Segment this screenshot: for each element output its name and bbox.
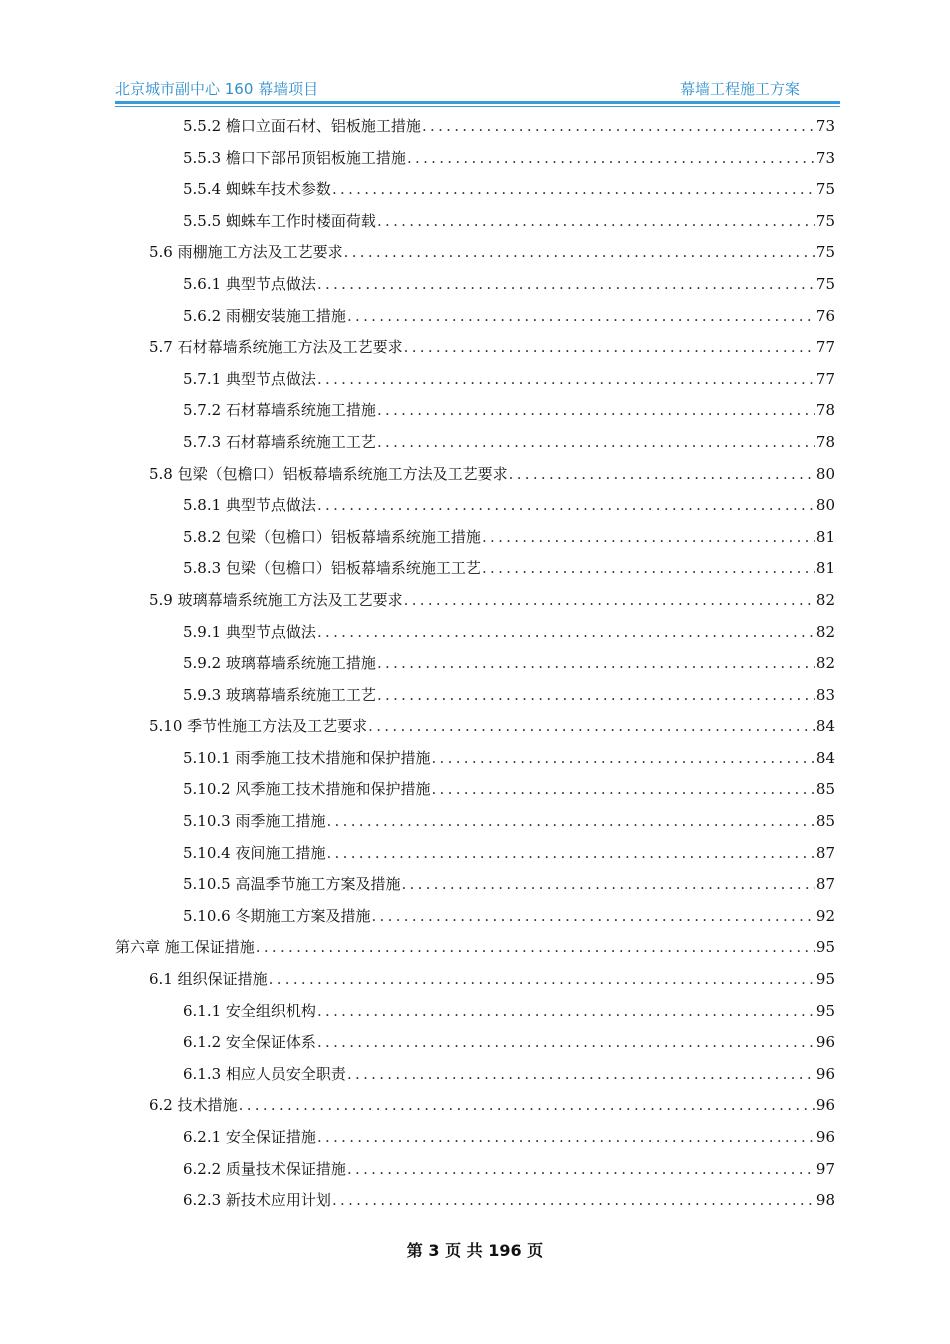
toc-dot-leader <box>371 901 814 933</box>
toc-entry[interactable] <box>0 237 950 269</box>
toc-entry[interactable] <box>0 585 950 617</box>
toc-entry[interactable] <box>0 553 950 585</box>
toc-entry-title: 5.10.2 风季施工技术措施和保护措施 <box>183 780 431 799</box>
toc-dot-leader <box>347 301 815 333</box>
toc-dot-leader <box>332 174 815 206</box>
toc-entry-page-number: 81 <box>815 527 835 546</box>
toc-entry-title: 5.9 玻璃幕墙系统施工方法及工艺要求 <box>149 590 403 609</box>
toc-entry-title: 6.1.1 安全组织机构 <box>183 1001 316 1020</box>
toc-entry-page-number: 73 <box>815 117 835 135</box>
toc-dot-leader <box>344 237 815 269</box>
toc-entry-title: 6.2.1 安全保证措施 <box>183 1128 316 1146</box>
toc-entry[interactable] <box>0 522 950 554</box>
toc-entry-title: 5.9.3 玻璃幕墙系统施工工艺 <box>183 685 376 704</box>
toc-entry-page-number: 96 <box>815 1128 835 1146</box>
toc-entry-title: 5.10.4 夜间施工措施 <box>183 843 326 862</box>
toc-entry-title: 5.10.1 雨季施工技术措施和保护措施 <box>183 748 431 767</box>
toc-entry-page-number: 82 <box>815 654 835 673</box>
toc-dot-leader <box>326 806 814 838</box>
toc-entry-page-number: 77 <box>815 369 835 388</box>
toc-entry-title: 6.2.2 质量技术保证措施 <box>183 1159 346 1178</box>
toc-entry-title: 5.5.5 蜘蛛车工作时楼面荷载 <box>183 211 376 230</box>
toc-entry[interactable] <box>0 459 950 491</box>
toc-dot-leader <box>368 711 815 743</box>
toc-entry-page-number: 75 <box>815 243 835 262</box>
toc-dot-leader <box>377 395 815 427</box>
page-number-footer: 第 3 页 共 196 页 <box>406 1241 544 1260</box>
toc-dot-leader <box>317 996 815 1028</box>
toc-entry-title: 5.7.2 石材幕墙系统施工措施 <box>183 401 376 420</box>
toc-entry-title: 5.5.2 檐口立面石材、铝板施工措施 <box>183 117 421 135</box>
toc-entry-title: 6.1 组织保证措施 <box>149 970 268 989</box>
toc-dot-leader <box>317 1122 815 1154</box>
toc-dot-leader <box>317 269 815 301</box>
toc-entry-title: 5.8 包梁（包檐口）铝板幕墙系统施工方法及工艺要求 <box>149 464 508 483</box>
toc-entry[interactable] <box>0 395 950 427</box>
toc-entry-title: 5.6.1 典型节点做法 <box>183 274 316 293</box>
toc-entry-title: 5.8.3 包梁（包檐口）铝板幕墙系统施工工艺 <box>183 559 481 578</box>
toc-entry-title: 5.7.3 石材幕墙系统施工工艺 <box>183 432 376 451</box>
table-of-contents <box>0 111 950 1217</box>
toc-entry[interactable] <box>0 490 950 522</box>
toc-entry-title: 5.6.2 雨棚安装施工措施 <box>183 306 346 325</box>
toc-dot-leader <box>404 585 815 617</box>
toc-entry-page-number: 97 <box>815 1159 835 1178</box>
toc-entry-title: 6.1.2 安全保证体系 <box>183 1033 316 1052</box>
toc-entry-page-number: 75 <box>815 211 835 230</box>
toc-entry[interactable] <box>0 901 950 933</box>
toc-entry[interactable] <box>0 1059 950 1091</box>
toc-entry-title: 5.8.2 包梁（包檐口）铝板幕墙系统施工措施 <box>183 527 481 546</box>
toc-entry[interactable] <box>0 1185 950 1217</box>
toc-entry-page-number: 96 <box>815 1096 835 1115</box>
toc-dot-leader <box>377 680 815 712</box>
toc-entry-page-number: 84 <box>815 717 835 736</box>
toc-entry-page-number: 73 <box>815 148 835 167</box>
toc-entry-title: 6.2 技术措施 <box>149 1096 238 1115</box>
toc-entry-title: 5.9.1 典型节点做法 <box>183 622 316 641</box>
toc-entry-page-number: 95 <box>815 1001 835 1020</box>
toc-dot-leader <box>317 490 815 522</box>
page-header <box>115 78 800 100</box>
toc-entry[interactable] <box>0 806 950 838</box>
toc-dot-leader <box>317 1027 815 1059</box>
header-divider <box>115 101 840 107</box>
toc-dot-leader <box>239 1090 815 1122</box>
toc-dot-leader <box>482 553 815 585</box>
toc-entry[interactable] <box>0 774 950 806</box>
toc-entry[interactable] <box>0 1122 950 1154</box>
toc-dot-leader <box>377 206 815 238</box>
toc-entry[interactable] <box>0 1090 950 1122</box>
toc-entry[interactable] <box>0 996 950 1028</box>
toc-entry-page-number: 81 <box>815 559 835 578</box>
toc-entry[interactable] <box>0 206 950 238</box>
toc-entry[interactable] <box>0 964 950 996</box>
toc-entry-title: 5.10.6 冬期施工方案及措施 <box>183 906 371 925</box>
toc-entry[interactable] <box>0 111 950 143</box>
toc-entry-page-number: 96 <box>815 1064 835 1083</box>
toc-entry[interactable] <box>0 711 950 743</box>
toc-dot-leader <box>482 522 815 554</box>
toc-entry[interactable] <box>0 743 950 775</box>
toc-entry-page-number: 78 <box>815 401 835 420</box>
toc-entry[interactable] <box>0 364 950 396</box>
toc-entry-page-number: 82 <box>815 622 835 641</box>
toc-entry-page-number: 75 <box>815 180 835 199</box>
toc-entry-title: 5.7 石材幕墙系统施工方法及工艺要求 <box>149 338 403 357</box>
toc-entry-title: 5.10.5 高温季节施工方案及措施 <box>183 875 401 894</box>
toc-dot-leader <box>317 364 815 396</box>
toc-dot-leader <box>377 648 815 680</box>
toc-entry-page-number: 80 <box>815 464 835 483</box>
header-project-name: 北京城市副中心 160 幕墙项目 <box>115 80 319 98</box>
toc-entry-title: 5.7.1 典型节点做法 <box>183 369 316 388</box>
toc-entry-page-number: 78 <box>815 432 835 451</box>
toc-dot-leader <box>326 838 814 870</box>
toc-entry-title: 5.5.4 蜘蛛车技术参数 <box>183 180 331 199</box>
toc-entry-page-number: 87 <box>815 875 835 894</box>
toc-entry-page-number: 95 <box>815 938 835 957</box>
toc-entry-page-number: 80 <box>815 496 835 515</box>
toc-entry-page-number: 96 <box>815 1033 835 1052</box>
toc-entry[interactable] <box>0 1027 950 1059</box>
toc-entry[interactable] <box>0 174 950 206</box>
toc-entry[interactable] <box>0 143 950 175</box>
toc-entry-page-number: 92 <box>815 906 835 925</box>
toc-entry[interactable] <box>0 617 950 649</box>
toc-entry-page-number: 87 <box>815 843 835 862</box>
toc-entry-title: 5.10.3 雨季施工措施 <box>183 812 326 831</box>
toc-entry-title: 第六章 施工保证措施 <box>115 938 255 957</box>
toc-dot-leader <box>509 459 815 491</box>
toc-entry-title: 5.8.1 典型节点做法 <box>183 496 316 515</box>
toc-entry-title: 5.9.2 玻璃幕墙系统施工措施 <box>183 654 376 673</box>
toc-dot-leader <box>431 743 814 775</box>
toc-entry-page-number: 85 <box>815 780 835 799</box>
toc-dot-leader <box>256 932 815 964</box>
toc-entry[interactable] <box>0 332 950 364</box>
toc-entry-page-number: 83 <box>815 685 835 704</box>
toc-entry[interactable] <box>0 427 950 459</box>
toc-entry-title: 6.1.3 相应人员安全职责 <box>183 1064 346 1083</box>
toc-dot-leader <box>377 427 815 459</box>
toc-entry[interactable] <box>0 838 950 870</box>
toc-entry[interactable] <box>0 932 950 964</box>
toc-entry-page-number: 85 <box>815 812 835 831</box>
toc-entry-page-number: 76 <box>815 306 835 325</box>
header-document-title: 幕墙工程施工方案 <box>679 80 800 98</box>
toc-entry-page-number: 95 <box>815 970 835 989</box>
toc-entry-title: 5.6 雨棚施工方法及工艺要求 <box>149 243 343 262</box>
toc-dot-leader <box>431 774 814 806</box>
toc-dot-leader <box>404 332 815 364</box>
toc-entry-page-number: 77 <box>815 338 835 357</box>
toc-entry[interactable] <box>0 301 950 333</box>
toc-entry[interactable] <box>0 869 950 901</box>
toc-dot-leader <box>347 1059 815 1091</box>
toc-entry-title: 5.5.3 檐口下部吊顶铝板施工措施 <box>183 148 406 167</box>
toc-entry[interactable] <box>0 1154 950 1186</box>
toc-entry[interactable] <box>0 680 950 712</box>
toc-entry-page-number: 84 <box>815 748 835 767</box>
toc-entry[interactable] <box>0 648 950 680</box>
toc-entry-page-number: 75 <box>815 274 835 293</box>
toc-dot-leader <box>407 143 815 175</box>
toc-dot-leader <box>401 869 814 901</box>
toc-entry-title: 6.2.3 新技术应用计划 <box>183 1191 331 1210</box>
toc-dot-leader <box>317 617 815 649</box>
toc-entry-page-number: 82 <box>815 590 835 609</box>
toc-dot-leader <box>332 1185 815 1217</box>
toc-entry[interactable] <box>0 269 950 301</box>
toc-entry-page-number: 98 <box>815 1191 835 1210</box>
toc-dot-leader <box>347 1154 815 1186</box>
toc-dot-leader <box>269 964 815 996</box>
toc-dot-leader <box>422 111 815 143</box>
toc-entry-title: 5.10 季节性施工方法及工艺要求 <box>149 717 368 736</box>
